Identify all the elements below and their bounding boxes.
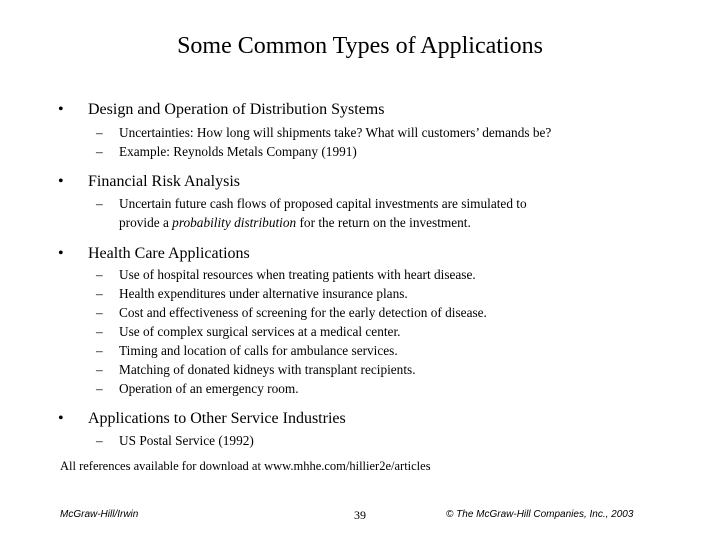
sub-item-text: Use of hospital resources when treating patients with heart disease. (119, 267, 476, 282)
footer-publisher: McGraw-Hill/Irwin (60, 509, 139, 520)
page-number: 39 (354, 508, 366, 522)
footer-copyright: © The McGraw-Hill Companies, Inc., 2003 (446, 509, 634, 520)
sub-item-text: Operation of an emergency room. (119, 381, 299, 396)
bullet-icon: • (58, 101, 64, 118)
sub-item-text: Cost and effectiveness of screening for the early detection of disease. (119, 305, 487, 320)
bullet-label: Financial Risk Analysis (88, 173, 240, 190)
slide-title: Some Common Types of Applications (177, 33, 543, 59)
dash-icon: – (96, 196, 103, 211)
sub-item-text: Example: Reynolds Metals Company (1991) (119, 144, 357, 159)
dash-icon: – (96, 343, 103, 358)
sub-item-text: Uncertain future cash flows of proposed capital investments are simulated to (119, 196, 527, 211)
emphasis-text: probability distribution (172, 215, 297, 230)
dash-icon: – (96, 286, 103, 301)
bullet-icon: • (58, 245, 64, 262)
bullet-icon: • (58, 173, 64, 190)
bullet-icon: • (58, 410, 64, 427)
dash-icon: – (96, 381, 103, 396)
text-segment: provide a (119, 215, 173, 230)
dash-icon: – (96, 305, 103, 320)
bullet-distribution-systems (58, 100, 384, 120)
sub-item-text-continued (119, 213, 471, 232)
bullet-label: Health Care Applications (88, 245, 250, 262)
bullet-other-service (58, 409, 346, 429)
bullet-label: Design and Operation of Distribution Systems (88, 101, 385, 118)
text-segment: for the return on the investment. (296, 215, 471, 230)
dash-icon: – (96, 362, 103, 377)
dash-icon: – (96, 125, 103, 140)
bullet-financial-risk (58, 172, 240, 192)
sub-item-text: Use of complex surgical services at a medical center. (119, 324, 401, 339)
sub-item-text: Uncertainties: How long will shipments take? What will customers’ demands be? (119, 125, 552, 140)
dash-icon: – (96, 144, 103, 159)
sub-item-text: Health expenditures under alternative insurance plans. (119, 286, 408, 301)
dash-icon: – (96, 267, 103, 282)
sub-item-text: Timing and location of calls for ambulance services. (119, 343, 398, 358)
sub-item-text: Matching of donated kidneys with transplant recipients. (119, 362, 416, 377)
references-note: All references available for download at www.mhhe.com/hillier2e/articles (60, 459, 431, 473)
dash-icon: – (96, 433, 103, 448)
bullet-health-care (58, 244, 250, 264)
sub-item-text: US Postal Service (1992) (119, 433, 254, 448)
bullet-label: Applications to Other Service Industries (88, 410, 346, 427)
dash-icon: – (96, 324, 103, 339)
